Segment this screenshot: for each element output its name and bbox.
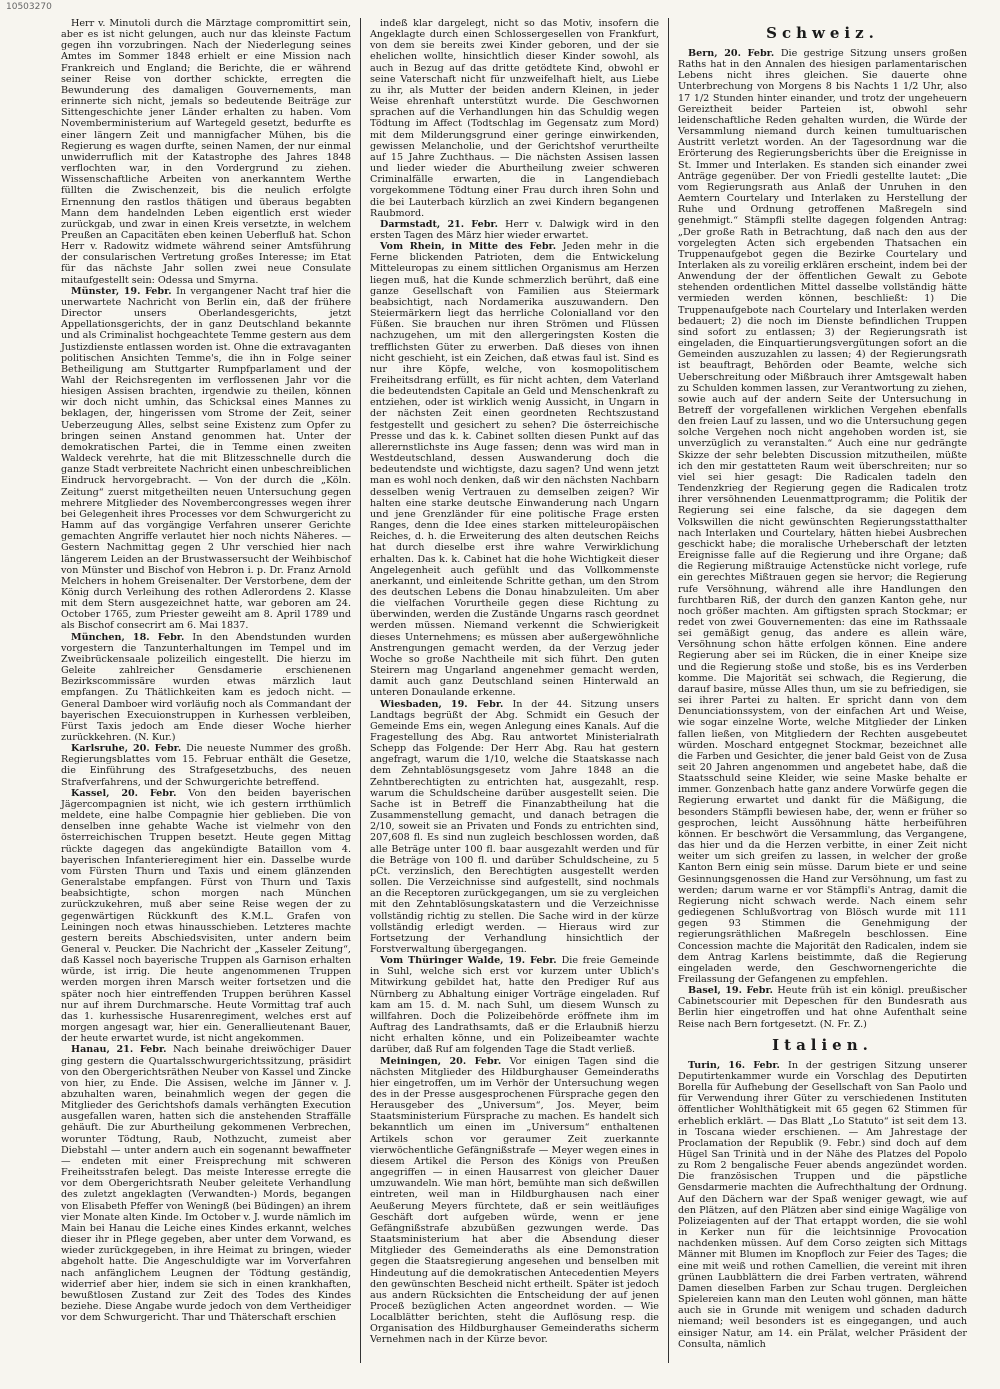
article-text: Die neueste Nummer des großh. Regierungsblattes vom 15. Februar enthält die Gesetze, die Einführung des Strafgesetzbuchs, des neuen Strafverfahrens, und der Schwurgerichte betreffend.	[61, 743, 351, 788]
article-text: In der gestrigen Sitzung unserer Deputirtenkammer wurde ein Vorschlag des Deputirten Borella für Aufhebung der Gesellschaft von San Paolo und für Verwendung ihrer Güter zu verschiedenen Instituten öffentlicher Wohlthätigkeit mit 65 gegen 62 Stimmen für erheblich erklärt. — Das Blatt „Lo Statuto“ ist seit dem 13. in Toscana wieder erschienen. — Am Jahrestage der Proclamation der Republik (9. Febr.) sind doch auf dem Hügel San Trinità und in der Nähe des Platzes del Popolo zu Rom 2 bengalische Feuer abends angezündet worden. Die französischen Truppen und die päpstliche Gensdarmerie machten die Aufrechthaltung der Ordnung. Auf den Dächern war der Spaß weniger gewagt, wie auf den Plätzen, auf den Plätzen aber sind einige Wagälige von Polizeiagenten auf der That ertappt worden, die sie wohl in Kerker nun für die leichtsinnige Provocation nachdenken müssen. Auf dem Corso zeigten sich Mittags Männer mit Blumen im Knopfloch zur Feier des Tages; die eine mit weiß und rothen Camellien, die vereint mit ihren grünen Laubblättern die drei Farben vertraten, während Damen dieselben Farben zur Schau trugen. Dergleichen Spielereien kann man den Leuten wohl gönnen, man hätte auch sie in Grunde mit wenigem und schaden dadurch niemand; weil besonders ist es eingegangen, und auch einsiger Natur, am 14. ein Prälat, welcher Präsident der Consulta, nämlich	[678, 1059, 967, 1350]
article-paragraph	[370, 18, 659, 219]
article-text: Herr v. Minutoli durch die Märztage compromittirt sein, aber es ist nicht gelungen, auch nur das kleinste Factum gegen ihn vorzubringen. Nach der Niederlegung seines Amtes im Sommer 1848 erhielt er eine Mission nach Frankreich und England; die Berichte, die er während seiner Reise von dorther schickte, erregten die Bewunderung des damaligen Gouvernements, man erinnerte sich nicht, jemals so bedeutende Beiträge zur Sittengeschichte jener Länder erhalten zu haben. Vom Novemberministerium auf Wartegeld gesetzt, bedurfte es einer längern Zeit und mannigfacher Mühen, bis die Regierung es wagen durfte, seinen Namen, der nur einmal unwiderruflich mit der Katastrophe des Jahres 1848 verflochten war, in den Vordergrund zu ziehen. Wissenschaftliche Arbeiten von anerkanntem Werthe füllten die Zwischenzeit, bis die neulich erfolgte Ernennung den rastlos thätigen und überaus begabten Mann dem handelnden Leben eigentlich erst wieder zurückgab, und zwar in einen Kreis versetzte, in welchem Preußen an Capacitäten eben keinen Ueberfluß hat. Schon Herr v. Radowitz widmete während seiner Amtsführung der consularischen Vertretung großes Interesse; im Etat für das nächste Jahr sollen zwei neue Consulate mitaufgestellt sein: Odessa und Smyrna.	[61, 18, 351, 286]
article-paragraph	[61, 1044, 351, 1323]
article-text: Heute früh ist ein königl. preußischer Cabinetscourier mit Depeschen für den Bundesrath aus Berlin hier eingetroffen und hat ohne Aufenthalt seine Reise nach Bern fortgesetzt. (N. Fr. Z.)	[678, 985, 968, 1030]
article-paragraph	[678, 985, 967, 1030]
dateline: Karlsruhe, 20. Febr.	[71, 743, 187, 755]
article-paragraph	[61, 286, 351, 632]
article-paragraph	[370, 699, 659, 956]
article-paragraph	[370, 955, 659, 1055]
dateline: Meiningen, 20. Febr.	[380, 1055, 510, 1067]
article-text: indeß klar dargelegt, nicht so das Motiv, insofern die Angeklagte durch einen Schlossergesellen von Frankfurt, von dem sie bereits zwei Kinder geboren, und der sie ehelichen wollte, hinsichtlich dieser Kinder sowohl, als auch in Bezug auf das dritte getödtete Kind, obwohl er seine Vaterschaft nicht für unzweifelhaft hielt, aus Liebe zu ihr, als Mutter der beiden andern Kleinen, in jeder Weise ehrenhaft unterstützt wurde. Die Geschwornen sprachen auf die Verhandlungen hin das Schuldig wegen Tödtung im Affect (Todtschlag im Gegensatz zum Mord) mit dem Milderungsgrund einer geringe einwirkenden, gewissen Melancholie, und der Gerichtshof verurtheilte auf 15 Jahre Zuchthaus. — Die nächsten Assisen lassen und lieder wieder die Aburtheilung zweier schweren Criminalfälle erwarten, die in Langendiebach vorgekommene Tödtung einer Frau durch ihren Sohn und die bei Lauterbach kürzlich an zwei Kindern begangenen Raubmord.	[370, 18, 659, 219]
dateline: Turin, 16. Febr.	[688, 1059, 789, 1071]
article-paragraph	[61, 743, 351, 788]
article-text: Die gestrige Sitzung unsers großen Raths hat in den Annalen des hiesigen parlamentarischen Lebens nicht ihres gleichen. Sie dauerte ohne Unterbrechung von Morgens 8 bis Nachts 1 1/2 Uhr, also 17 1/2 Stunden hinter einander, und trotz der ungeheuern Gereiztheit beider Parteien ist, obwohl sehr leidenschaftliche Reden gehalten wurden, die Würde der Versammlung niemand durch keinen tumultuarischen Austritt verletzt worden. An der Tagesordnung war die Erörterung des Regierungsberichts über die Ereignisse in St. Immer und Interlaken. Es standen sich einander zwei Anträge gegenüber. Der von Friedli gestellte lautet: „Die vom Regierungsrath aus Anlaß der Unruhen in den Aemtern Courtelary und Interlaken zu Herstellung der Ruhe und Ordnung getroffenen Maßregeln sind genehmigt.“ Stämpfli stellte dagegen folgenden Antrag: „Der große Rath in Betrachtung, daß nach den aus der vorgelegten Acten sich ergebenden Thatsachen ein Truppenaufgebot gegen die Bezirke Courtelary und Interlaken als zu voreilig erklären erscheint, indem bei der Anwendung der der öffentlichen Gewalt zu Gebote stehenden ordentlichen Mittel dasselbe vollständig hätte vermieden werden können, beschließt: 1) Die Truppenaufgebote nach Courtelary und Interlaken werden bedauert; 2) die noch im Dienste befindlichen Truppen sind sofort zu entlassen; 3) der Regierungsrath ist eingeladen, die Einquartierungsvergütungen sofort an die Gemeinden auszuzahlen zu lassen; 4) der Regierungsrath ist beauftragt, Behörden oder Beamte, welche sich Ueberschreitung oder Mißbrauch ihrer Amtsgewalt haben zu Schulden kommen lassen, zur Verantwortung zu ziehen, sowie auch auf der andern Seite der Untersuchung in Betreff der vorgefallenen wirklichen Vergehen ebenfalls den freien Lauf zu lassen, und wo die Untersuchung gegen solche Vergehen noch nicht angehoben worden ist, sie unverzüglich zu veranstalten.“ Auch eine nur gedrängte Skizze der sehr belebten Discussion mitzutheilen, müßte ich den mir gestatteten Raum weit überschreiten; nur so viel sei hier gesagt: Die Radicalen tadeln den Tendenzkrieg der Regierung gegen die Radicalen trotz ihrer versöhnenden Leuenmattprogramm; die Politik der Regierung sei eine falsche, da sie dagegen dem Volkswillen die nicht gewünschten Regierungsstatthalter nach Interlaken und Courtelary, hätten hiebei Ausbrechen geschickt habe; die moralische Urheberschaft der letzten Ereignisse falle auf die Regierung und ihre Organe; daß die Regierung mißtrauige Actenstücke nicht vorlege, rufe ein gerechtes Mißtrauen gegen sie hervor; die Regierung rufe Versöhnung, während alle ihre Handlungen den furchtbaren Riß, der durch den ganzen Kanton gehe, nur noch größer machten. Am giftigsten sprach Stockmar; er redet von zwei Gouvernementen: das eine im Rathssaale sei gemäßigt genug, das andere es allein wäre, Versöhnung schon hätte erfolgen können. Eine andere Regierung aber sei im Rücken, die in einer Kneipe size und die Regierung stoße und stoße, bis es ins Verderben komme. Die Majorität sei schwach, die Regierung, die darauf basire, müsse Alles thun, um sie zu befriedigen, sie sei ihrer Partei zu halten. Er spricht dann von dem Denunciationssystem, von der einfachen Art und Weise, wie sogar einzelne Worte, welche Mitglieder der Linken fallen ließen, von Mitgliedern der Rechten ausgebeutet würden. Moschard entgegnet Stockmar, bezeichnet alle die Farben und Gesichter, die jener bald Geist von de Zusa seit 20 Jahren angenommen und angebetet habe, daß die Staatsschuld seine Kleider, wie seine Maske behalte er immer. Gonzenbach hatte ganz andere Vorwürfe gegen die Regierung erwartet und dankt für die Mäßigung, die besonders Stämpfli bewiesen habe, der, wenn er früher so gesprochen, leicht Aussöhnung hätte herbeiführen können. Er beschwört die Versammlung, das Vergangene, das hier und da die Herzen verbitte, in einer Zeit nicht weiter um sich greifen zu lassen, in welcher der große Kanton Bern einig sein müsse. Darum biete er und seine Gesinnungsgenossen die Hand zur Versöhnung, um fast zu werden; darum warne er vor Stämpfli's Antrag, damit die Regierung nicht schwach werde. Nach einem sehr gediegenen Schlußvortrag von Blösch wurde mit 111 gegen 93 Stimmen die Genehmigung der regierungsräthlichen Maßregeln beschlossen. Eine Concession machte die Majorität den Radicalen, indem sie dem Antrag Karlens beistimmte, daß die Regierung eingeladen werde, den Geschwornengerichte die Freilassung der Gefangenen zu empfehlen.	[678, 48, 968, 985]
article-paragraph	[61, 18, 351, 286]
dateline: Darmstadt, 21. Febr.	[380, 218, 506, 230]
article-text: Herr v. Dalwigk wird in den ersten Tagen des März hier wieder erwartet.	[370, 218, 660, 241]
column-2	[360, 18, 668, 1363]
article-paragraph	[61, 632, 351, 744]
article-text: Von den beiden bayerischen Jägercompagnien ist nicht, wie ich gestern irrthümlich meldete, eine halbe Compagnie hier geblieben. Die von denselben inne gehabte Wache ist vielmehr von den österreichischen Truppen besetzt. Heute gegen Mittag rückte dagegen das angekündigte Bataillon vom 4. bayerischen Infanterieregiment hier ein. Dasselbe wurde vom Fürsten Thurn und Taxis und einem glänzenden Generalstabe empfangen. Fürst von Thurn und Taxis beabsichtigte, schon morgen nach München zurückzukehren, muß aber seine Reise wegen der zu gegenwärtigen Rückkunft des K.M.L. Grafen von Leiningen noch etwas hinausschieben. Letzteres machte gestern bereits Abschiedsvisiten, unter andern beim General v. Peucker. Die Nachricht der „Kasseler Zeitung“, daß Kassel noch bayerische Truppen als Garnison erhalten würde, ist irrig. Die heute angenommenen Truppen werden morgen ihren Marsch weiter fortsetzen und die später noch hier eintreffenden Truppen berühren Kassel nur auf ihrem Durchmarsche. Heute Vormittag traf auch das 1. kurhessische Husarenregiment, welches erst auf morgen angesagt war, hier ein. Generallieutenant Bauer, der heute erwartet wurde, ist nicht angekommen.	[61, 787, 351, 1045]
article-paragraph	[678, 48, 967, 985]
dateline: Vom Rhein, in Mitte des Febr.	[380, 241, 563, 253]
section-heading: Schweiz.	[766, 24, 879, 42]
dateline: Kassel, 20. Febr.	[71, 787, 189, 799]
article-text: In den Abendstunden wurden vorgestern die Tanzunterhaltungen im Tempel und im Zweibrückensaale polizeilich eingestellt. Die hierzu im Geleite zahlreicher Gensdamerie erschienenen Bezirkscommissäre wurden etwas märzlich laut empfangen. Zu Thätlichkeiten kam es jedoch nicht. — General Damboer wird vorläufig noch als Commandant der bayerischen Execuionstruppen in Kurhessen verbleiben, Fürst Taxis jedoch am Ende dieser Woche hierher zurückkehren. (N. Kur.)	[61, 631, 351, 743]
dateline: Münster, 19. Febr.	[71, 285, 177, 297]
dateline: Wiesbaden, 19. Febr.	[380, 698, 513, 710]
article-paragraph	[61, 788, 351, 1045]
dateline: Vom Thüringer Walde, 19. Febr.	[380, 955, 562, 967]
article-text: Die freie Gemeinde in Suhl, welche sich erst vor kurzem unter Ublich's Mitwirkung gebildet hat, hatte den Prediger Ruf aus Nürnberg zu Abhaltung einiger Vorträge eingeladen. Ruf kam am 15. d. M. nach Suhl, um diesem Wunsch zu willfahren. Doch die Polizeibehörde eröffnete ihm im Auftrag des Landrathsamts, daß er die Erlaubniß hierzu nicht erhalten könne, und ein Polizeibeamter wachte darüber, daß Ruf am folgenden Tage die Stadt verließ.	[370, 955, 660, 1056]
column-1	[52, 18, 360, 1363]
dateline: Hanau, 21. Febr.	[71, 1044, 174, 1056]
section-heading: Italien.	[772, 1035, 873, 1054]
article-text: In vergangener Nacht traf hier die unerwartete Nachricht von Berlin ein, daß der frühere Director unsers Oberlandesgerichts, jetzt Appellationsgerichts, der in ganz Deutschland bekannte und als Criminalist hochgeachtete Temme gestern aus dem Justizdienste entlassen worden ist. Ohne die extravaganten politischen Ansichten Temme's, die ihn in Folge seiner Betheiligung am Stuttgarter Rumpfparlament und der Wahl der Reichsregenten im verflossenen Jahr vor die hiesigen Assisen brachten, irgendwie zu theilen, können wir doch nicht umhin, das Schicksal eines Mannes zu beklagen, der, hingerissen vom Strome der Zeit, seiner Ueberzeugung Alles, selbst seine Existenz zum Opfer zu bringen seinen Anstand genommen hat. Unter der demokratischen Partei, die in Temme einen zweiten Waldeck verehrte, hat die mit Blitzesschnelle durch die ganze Stadt verbreitete Nachricht einen unbeschreiblichen Eindruck hervorgebracht. — Von der durch die „Köln. Zeitung“ zuerst mitgetheilten neuen Untersuchung gegen mehrere Mitglieder des Novembercongresses wegen ihrer bei Gelegenheit ihres Processes vor dem Schwurgericht zu Hamm auf das vorgängige Verfahren unserer Gerichte gemachten Angriffe verlautet hier noch nichts Näheres. — Gestern Nachmittag gegen 2 Uhr verschied hier nach längerem Leiden an der Brustwassersucht der Weihbischof von Münster und Bischof von Hebron i. p. Dr. Franz Arnold Melchers in hohem Greisenalter. Der Verstorbene, dem der König durch Verleihung des rothen Adlerordens 2. Klasse mit dem Stern ausgezeichnet hatte, war geboren am 24. October 1765, zum Priester geweiht am 8. April 1789 und als Bischof consecrirt am 6. Mai 1837.	[61, 285, 351, 632]
article-text: Jeden mehr in die Ferne blickenden Patrioten, dem die Entwickelung Mitteleuropas zu einem sittlichen Organismus am Herzen liegen muß, hat die Kunde schmerzlich berührt, daß eine ganze Gesellschaft von Familien aus Steiermark beabsichtigt, nach Nordamerika auszuwandern. Den Steiermärkern liegt das herrliche Colonialland vor den Füßen. Sie brauchen nur ihren Strömen und Flüssen nachzugehen, um mit den allergeringsten Kosten die trefflichsten Güter zu erwerben. Daß dieses von ihnen nicht geschieht, ist ein Zeichen, daß etwas faul ist. Sind es nur ihre Köpfe, welche, von kosmopolitischem Freiheitsdrang erfüllt, es für nicht achten, dem Vaterland die bedeutendsten Capitale an Geld und Menschenkraft zu entziehen, oder ist wirklich wenig Aussicht, in Ungarn in der nächsten Zeit einen geordneten Rechtszustand festgestellt und gesichert zu sehen? Die österreichische Presse und das k. k. Cabinet sollten diesen Punkt auf das allerernstlichste ins Auge fassen; denn was wird man in Westdeutschland, dessen Auswanderung doch die bedeutendste und wichtigste, dazu sagen? Und wenn jetzt man es wohl noch denken, daß wir den nächsten Nachbarn desselben wenig Vertrauen zu demselben zeigen? Wir halten eine starke deutsche Einwanderung nach Ungarn und jene Grenzländer für eine politische Frage ersten Ranges, denn die Idee eines starken mitteleuropäischen Reiches, d. h. die Erweiterung des alten deutschen Reichs hat durch dieselbe erst ihre wahre Verwirklichung erhalten. Das k. k. Cabinet hat die hohe Wichtigkeit dieser Angelegenheit auch gefühlt und das Vollkommenste anerkannt, und einleitende Schritte gethan, um den Strom des deutschen Lebens die Donau hinabzuleiten. Um aber die vielfachen Vorurtheile gegen diese Richtung zu überwinden, werden die Zustände Ungarns rasch geordnet werden müssen. Niemand verkennt die Schwierigkeit dieses Unternehmens; es müssen aber außergewöhnliche Anstrengungen gemacht werden, da der Verzug jeder Woche so große Nachtheile mit sich führt. Den guten Steirern mag Ungarland angenehmer gemacht werden, damit auch ganz Deutschland seinen Hinterwald an unteren Donaulande erkenne.	[370, 241, 660, 699]
article-paragraph	[370, 219, 659, 241]
article-text: In der 44. Sitzung unsers Landtags begrüßt der Abg. Schmidt ein Gesuch der Gemeinde Ems ein, wegen Anlegung eines Kanals. Auf die Fragestellung des Abg. Rau antwortet Ministerialrath Schepp das Folgende: Der Herr Abg. Rau hat gestern angefragt, warum die 1/10, welche die Staatskasse nach dem Zehntablösungsgesetz vom Jahre 1848 an die Zehntberechtigten zu entrichten hat, ausgezahlt, resp. warum die Schuldscheine darüber ausgestellt seien. Die Sache ist in Betreff die Finanzabtheilung hat die Zusammenstellung gemacht, und danach betragen die 2/10, soweit sie an Privaten und Fonds zu entrichten sind, 207,608 fl. Es sind nun zugleich beschlossen worden, daß alle Beträge unter 100 fl. baar ausgezahlt werden und für die Beträge von 100 fl. und darüber Schuldscheine, zu 5 pCt. verzinslich, den Berechtigten ausgestellt werden sollen. Die Verzeichnisse sind aufgestellt, sind nochmals an die Receptoren zurückgegangen, um sie zu vergleichen mit den Zehntablösungskatastern und die Verzeichnisse vollständig richtig zu stellen. Die Sache wird in der kürze vollständig erledigt werden. — Hieraus wird zur Fortsetzung der Verhandlung hinsichtlich der Forstverwaltung übergegangen.	[370, 698, 659, 955]
article-paragraph	[370, 241, 659, 698]
article-text: Nach beinahe dreiwöchiger Dauer ging gestern die Quartalsschwurgerichtssitzung, präsidirt von den Obergerichtsräthen Neuber von Kassel und Zincke von hier, zu Ende. Die Assisen, welche im Jänner v. J. abzuhalten waren, beinahmlich wegen der gegen die Mitglieder des Gerichtshofs damals verhängten Execution ausgefallen waren, hatten sich die anstehenden Straffälle gehäuft. Die zur Aburtheilung gekommenen Verbrechen, worunter Tödtung, Raub, Nothzucht, zumeist aber Diebstahl — unter andern auch ein sogenannt bewaffneter — endeten mit einer Freisprechung mit schweren Freiheitsstrafen belegt. Das meiste Interesse erregte die vor dem Obergerichtsrath Neuber geleitete Verhandlung des zuletzt angeklagten (Verwandten-) Mords, begangen von Elisabeth Pfeffer von Weningß (bei Büdingen) an ihrem vier Monate alten Kinde. Im October v. J. wurde nämlich im Main bei Hanau die Leiche eines Kindes erkannt, welches dieser ihr in Pflege gegeben, aber unter dem Vorwand, es wieder zurückgegeben, in ihre Heimat zu bringen, wieder abgeholt hatte. Die Angeschuldigte war im Vorverfahren nach anfänglichem Leugnen der Tödtung geständig, widerrief aber hier, indem sie sich in einen krankhaften, bewußtlosen Zustand zur Zeit des Todes des Kindes beziehe. Diese Angabe wurde jedoch von dem Vertheidiger vor dem Schwurgericht. Thar und Thäterschaft erschien	[61, 1044, 351, 1324]
article-paragraph	[370, 1056, 659, 1346]
dateline: München, 18. Febr.	[71, 631, 193, 643]
column-3	[668, 18, 976, 1363]
dateline: Bern, 20. Febr.	[688, 48, 781, 59]
dateline: Basel, 19. Febr.	[688, 985, 778, 997]
newspaper-columns	[52, 18, 976, 1363]
article-paragraph	[678, 1060, 967, 1350]
page-id: 10503270	[6, 2, 52, 12]
article-text: Vor einigen Tagen sind die nächsten Mitglieder des Hildburghauser Gemeinderaths hier eingetroffen, um im Verhör der Untersuchung wegen des in der Presse ausgesprochenen Fürsprache gegen den Herausgeber des „Universum“, Jos. Meyer, beim Staatsministerium Fürsprache zu machen. Es handelt sich bekanntlich um einen im „Universum“ enthaltenen Artikels schon vor geraumer Zeit zuerkannte vierwöchentliche Gefängnißstrafe — Meyer wegen eines in diesem Artikel die Person des Königs von Preußen angegriffen — in einen Hausarrest von gleicher Dauer umzuwandeln. Wie man hört, bemühte man sich deßwillen eintreten, weil man in Hildburghausen nach einer Aeußerung Meyers fürchtete, daß er sein weitläufiges Geschäft dort aufgeben würde, wenn er jene Gefängnißstrafe abzubüßen gezwungen werde. Das Staatsministerium hat aber die Absendung dieser Mitglieder des Gemeinderaths als eine Demonstration gegen die Staatsregierung angesehen und benselben mit Hindeutung auf die demokratischen Antecedentien Meyers den gewünschten Bescheid nicht ertheilt. Später ist jedoch aus andern Rücksichten die Entscheidung der auf jenen Proceß bezüglichen Acten angeordnet worden. — Wie Localblätter berichten, steht die Auflösung resp. die Organisation des Hildburghauser Gemeinderaths sicherm Vernehmen nach in der Kürze bevor.	[370, 1055, 659, 1346]
